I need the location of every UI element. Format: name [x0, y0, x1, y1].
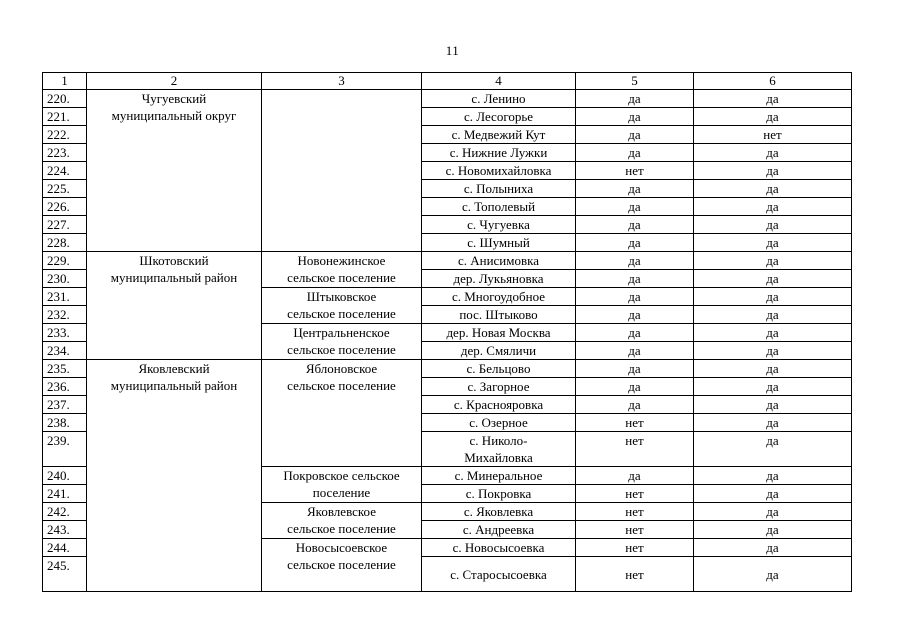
- row-number: 240.: [43, 467, 87, 485]
- column-header: 6: [694, 73, 852, 90]
- settlement-type: сельское поселение: [287, 306, 396, 321]
- col5-cell: нет: [576, 432, 694, 467]
- municipality-cell: [87, 90, 262, 252]
- settlement-name: Яблоновское: [305, 361, 378, 376]
- col5-cell: нет: [576, 539, 694, 557]
- municipality-name: Шкотовский: [139, 253, 209, 268]
- col5-cell: да: [576, 324, 694, 342]
- col6-cell: да: [694, 270, 852, 288]
- locality-cell: с. Краснояровка: [422, 396, 576, 414]
- col5-cell: нет: [576, 521, 694, 539]
- locality-cell: пос. Штыково: [422, 306, 576, 324]
- header-row: [43, 73, 852, 90]
- col5-cell: да: [576, 378, 694, 396]
- locality-cell: с. Нижние Лужки: [422, 144, 576, 162]
- row-number: 221.: [43, 108, 87, 126]
- col5-cell: да: [576, 90, 694, 108]
- settlement-type: сельское поселение: [287, 270, 396, 285]
- col6-cell: да: [694, 521, 852, 539]
- col6-cell: да: [694, 252, 852, 270]
- col6-cell: да: [694, 180, 852, 198]
- municipality-cell: [87, 252, 262, 360]
- locality-cell: с. Старосысоевка: [422, 557, 576, 592]
- row-number: 227.: [43, 216, 87, 234]
- row-number: 226.: [43, 198, 87, 216]
- locality-cell: с. Тополевый: [422, 198, 576, 216]
- row-number: 225.: [43, 180, 87, 198]
- settlement-name: Штыковское: [306, 289, 377, 304]
- settlement-name: Новосысоевское: [295, 540, 388, 555]
- locality-cell: дер. Смяличи: [422, 342, 576, 360]
- col5-cell: да: [576, 467, 694, 485]
- row-number: 222.: [43, 126, 87, 144]
- locality-cell: с. Шумный: [422, 234, 576, 252]
- col6-cell: да: [694, 162, 852, 180]
- col6-cell: да: [694, 108, 852, 126]
- locality-cell: с. Анисимовка: [422, 252, 576, 270]
- row-number: 232.: [43, 306, 87, 324]
- col5-cell: нет: [576, 485, 694, 503]
- locality-cell: с. Минеральное: [422, 467, 576, 485]
- col6-cell: да: [694, 557, 852, 592]
- column-header: 5: [576, 73, 694, 90]
- settlement-cell: [262, 360, 422, 467]
- locality-cell: с. Лесогорье: [422, 108, 576, 126]
- locality-cell: с. Полыниха: [422, 180, 576, 198]
- column-header: 3: [262, 73, 422, 90]
- row-number: 236.: [43, 378, 87, 396]
- locality-cell: с. Новомихайловка: [422, 162, 576, 180]
- row-number: 245.: [43, 557, 87, 592]
- locality-cell: с. Бельцово: [422, 360, 576, 378]
- col6-cell: нет: [694, 126, 852, 144]
- locality-cell: с. Андреевка: [422, 521, 576, 539]
- settlement-type: сельское поселение: [287, 521, 396, 536]
- col5-cell: да: [576, 252, 694, 270]
- col6-cell: да: [694, 324, 852, 342]
- col5-cell: да: [576, 234, 694, 252]
- municipality-type: муниципальный район: [110, 270, 238, 285]
- locality-cell: [422, 432, 576, 467]
- page-number: 11: [445, 43, 460, 58]
- col6-cell: да: [694, 306, 852, 324]
- col5-cell: нет: [576, 414, 694, 432]
- col5-cell: да: [576, 342, 694, 360]
- row-number: 224.: [43, 162, 87, 180]
- row-number: 230.: [43, 270, 87, 288]
- settlement-name: Центральненское: [293, 325, 390, 340]
- row-number: 223.: [43, 144, 87, 162]
- table-row: [43, 90, 852, 108]
- row-number: 242.: [43, 503, 87, 521]
- locality-cell: с. Новосысоевка: [422, 539, 576, 557]
- settlement-cell: [262, 467, 422, 503]
- column-header: 1: [43, 73, 87, 90]
- settlement-cell: [262, 539, 422, 592]
- row-number: 231.: [43, 288, 87, 306]
- locality-cell: с. Ленино: [422, 90, 576, 108]
- row-number: 229.: [43, 252, 87, 270]
- col5-cell: нет: [576, 557, 694, 592]
- col6-cell: да: [694, 378, 852, 396]
- municipality-type: муниципальный район: [110, 378, 238, 393]
- row-number: 243.: [43, 521, 87, 539]
- col6-cell: да: [694, 360, 852, 378]
- col6-cell: да: [694, 234, 852, 252]
- settlement-cell: [262, 324, 422, 360]
- col6-cell: да: [694, 342, 852, 360]
- locality-cell: дер. Новая Москва: [422, 324, 576, 342]
- col6-cell: да: [694, 485, 852, 503]
- column-header: 4: [422, 73, 576, 90]
- col6-cell: да: [694, 539, 852, 557]
- row-number: 234.: [43, 342, 87, 360]
- col5-cell: да: [576, 108, 694, 126]
- col5-cell: нет: [576, 503, 694, 521]
- locality-line: Михайловка: [464, 450, 533, 465]
- row-number: 235.: [43, 360, 87, 378]
- settlement-cell: [262, 503, 422, 539]
- row-number: 239.: [43, 432, 87, 467]
- table-row: [43, 360, 852, 378]
- col6-cell: да: [694, 90, 852, 108]
- col5-cell: да: [576, 216, 694, 234]
- municipality-cell: [87, 360, 262, 592]
- row-number: 228.: [43, 234, 87, 252]
- locality-cell: с. Покровка: [422, 485, 576, 503]
- column-header: 2: [87, 73, 262, 90]
- locality-cell: с. Загорное: [422, 378, 576, 396]
- settlement-cell: [262, 288, 422, 324]
- row-number: 220.: [43, 90, 87, 108]
- municipality-name: Чугуевский: [141, 91, 207, 106]
- settlement-name: Покровское сельское: [283, 468, 400, 483]
- locality-cell: дер. Лукьяновка: [422, 270, 576, 288]
- locality-cell: с. Медвежий Кут: [422, 126, 576, 144]
- locality-cell: с. Чугуевка: [422, 216, 576, 234]
- col5-cell: да: [576, 180, 694, 198]
- row-number: 238.: [43, 414, 87, 432]
- col5-cell: да: [576, 198, 694, 216]
- settlement-name: Новонежинское: [297, 253, 386, 268]
- locality-cell: с. Яковлевка: [422, 503, 576, 521]
- col6-cell: да: [694, 144, 852, 162]
- col6-cell: да: [694, 288, 852, 306]
- settlement-type: сельское поселение: [287, 342, 396, 357]
- col6-cell: да: [694, 503, 852, 521]
- locality-cell: с. Многоудобное: [422, 288, 576, 306]
- col5-cell: да: [576, 288, 694, 306]
- settlement-type: сельское поселение: [287, 557, 396, 572]
- col6-cell: да: [694, 467, 852, 485]
- row-number: 241.: [43, 485, 87, 503]
- col5-cell: да: [576, 306, 694, 324]
- municipality-type: муниципальный округ: [111, 108, 237, 123]
- municipality-name: Яковлевский: [138, 361, 210, 376]
- col5-cell: да: [576, 144, 694, 162]
- row-number: 237.: [43, 396, 87, 414]
- locality-line: с. Николо-: [469, 433, 528, 448]
- settlement-type: поселение: [312, 485, 371, 500]
- col6-cell: да: [694, 198, 852, 216]
- settlement-cell: [262, 252, 422, 288]
- settlement-name: Яковлевское: [307, 504, 376, 519]
- col6-cell: да: [694, 396, 852, 414]
- col5-cell: да: [576, 396, 694, 414]
- row-number: 244.: [43, 539, 87, 557]
- col5-cell: да: [576, 126, 694, 144]
- row-number: 233.: [43, 324, 87, 342]
- col6-cell: да: [694, 216, 852, 234]
- settlements-table: [42, 72, 852, 592]
- settlement-cell: [262, 90, 422, 252]
- col6-cell: да: [694, 414, 852, 432]
- col6-cell: да: [694, 432, 852, 467]
- col5-cell: да: [576, 360, 694, 378]
- col5-cell: да: [576, 270, 694, 288]
- locality-cell: с. Озерное: [422, 414, 576, 432]
- table-row: [43, 252, 852, 270]
- col5-cell: нет: [576, 162, 694, 180]
- settlement-type: сельское поселение: [287, 378, 396, 393]
